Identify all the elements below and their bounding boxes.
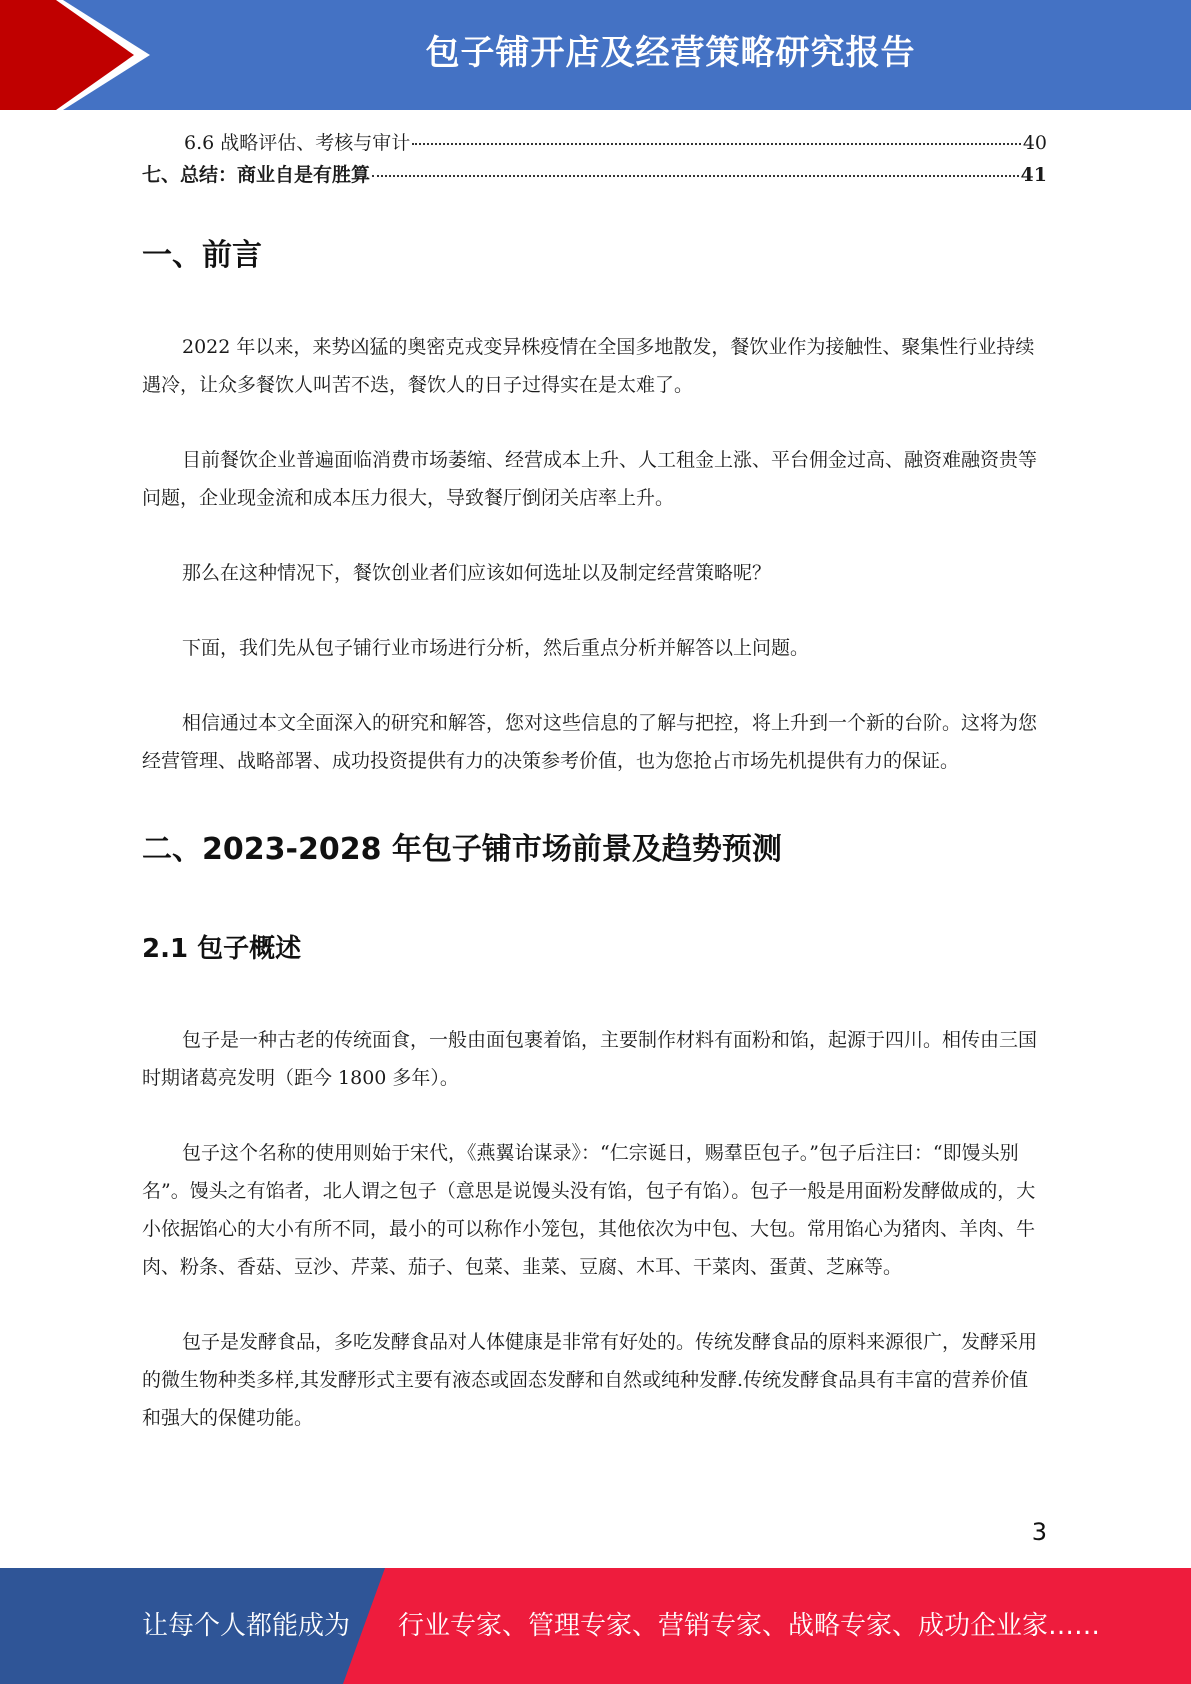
paragraph: 目前餐饮企业普遍面临消费市场萎缩、经营成本上升、人工租金上涨、平台佣金过高、融资难融资贵等问题，企业现金流和成本压力很大，导致餐厅倒闭关店率上升。: [142, 449, 1038, 509]
footer-slogan-right: 行业专家、管理专家、营销专家、战略专家、成功企业家……: [398, 1611, 1101, 1641]
toc-leader-dots: [412, 143, 1021, 145]
section-heading-outlook: 二、2023-2028 年包子铺市场前景及趋势预测: [142, 832, 782, 867]
report-title: 包子铺开店及经营策略研究报告: [425, 33, 916, 73]
toc-leader-dots: [372, 175, 1019, 177]
table-of-contents: [142, 128, 1047, 192]
toc-entry[interactable]: [142, 160, 1047, 192]
paragraph: 包子是发酵食品，多吃发酵食品对人体健康是非常有好处的。传统发酵食品的原料来源很广，发酵采用的微生物种类多样,其发酵形式主要有液态或固态发酵和自然或纯种发酵.传统发酵食品具有丰富的营养价值和强大的保健功能。: [142, 1331, 1038, 1429]
document-body: [142, 230, 1047, 1437]
paragraph: 相信通过本文全面深入的研究和解答，您对这些信息的了解与把控，将上升到一个新的台阶。这将为您经营管理、战略部署、成功投资提供有力的决策参考价值，也为您抢占市场先机提供有力的保证。: [142, 712, 1038, 772]
toc-entry-label: 6.6 战略评估、考核与审计: [184, 132, 411, 154]
page-number: 3: [1031, 1518, 1047, 1546]
paragraph: 包子这个名称的使用则始于宋代，《燕翼诒谋录》：“仁宗诞日，赐羣臣包子。”包子后注曰：“即馒头别名”。馒头之有馅者，北人谓之包子（意思是说馒头没有馅，包子有馅）。包子一般是用面粉发酵做成的，大小依据馅心的大小有所不同，最小的可以称作小笼包，其他依次为中包、大包。常用馅心为猪肉、羊肉、牛肉、粉条、香菇、豆沙、芹菜、茄子、包菜、韭菜、豆腐、木耳、干菜肉、蛋黄、芝麻等。: [142, 1142, 1036, 1278]
paragraph: 2022 年以来，来势凶猛的奥密克戎变异株疫情在全国多地散发，餐饮业作为接触性、聚集性行业持续遇冷，让众多餐饮人叫苦不迭，餐饮人的日子过得实在是太难了。: [142, 336, 1035, 396]
footer-slogan-left: 让每个人都能成为: [142, 1611, 351, 1641]
toc-entry-label: 七、总结：商业自是有胜算: [142, 164, 371, 186]
toc-entry-page: 40: [1022, 132, 1047, 154]
header-arrow-decoration: [0, 0, 160, 110]
page-header: [0, 0, 1191, 110]
toc-entry-page: 41: [1020, 164, 1047, 186]
section-heading-preface: 一、前言: [142, 238, 262, 273]
page-footer: [0, 1568, 1191, 1684]
paragraph: 那么在这种情况下，餐饮创业者们应该如何选址以及制定经营策略呢？: [182, 562, 772, 584]
subsection-heading: 2.1 包子概述: [142, 934, 302, 964]
toc-entry[interactable]: [142, 128, 1047, 160]
paragraph: 下面，我们先从包子铺行业市场进行分析，然后重点分析并解答以上问题。: [182, 637, 810, 659]
paragraph: 包子是一种古老的传统面食，一般由面包裹着馅，主要制作材料有面粉和馅，起源于四川。相传由三国时期诸葛亮发明（距今 1800 多年）。: [142, 1029, 1038, 1089]
